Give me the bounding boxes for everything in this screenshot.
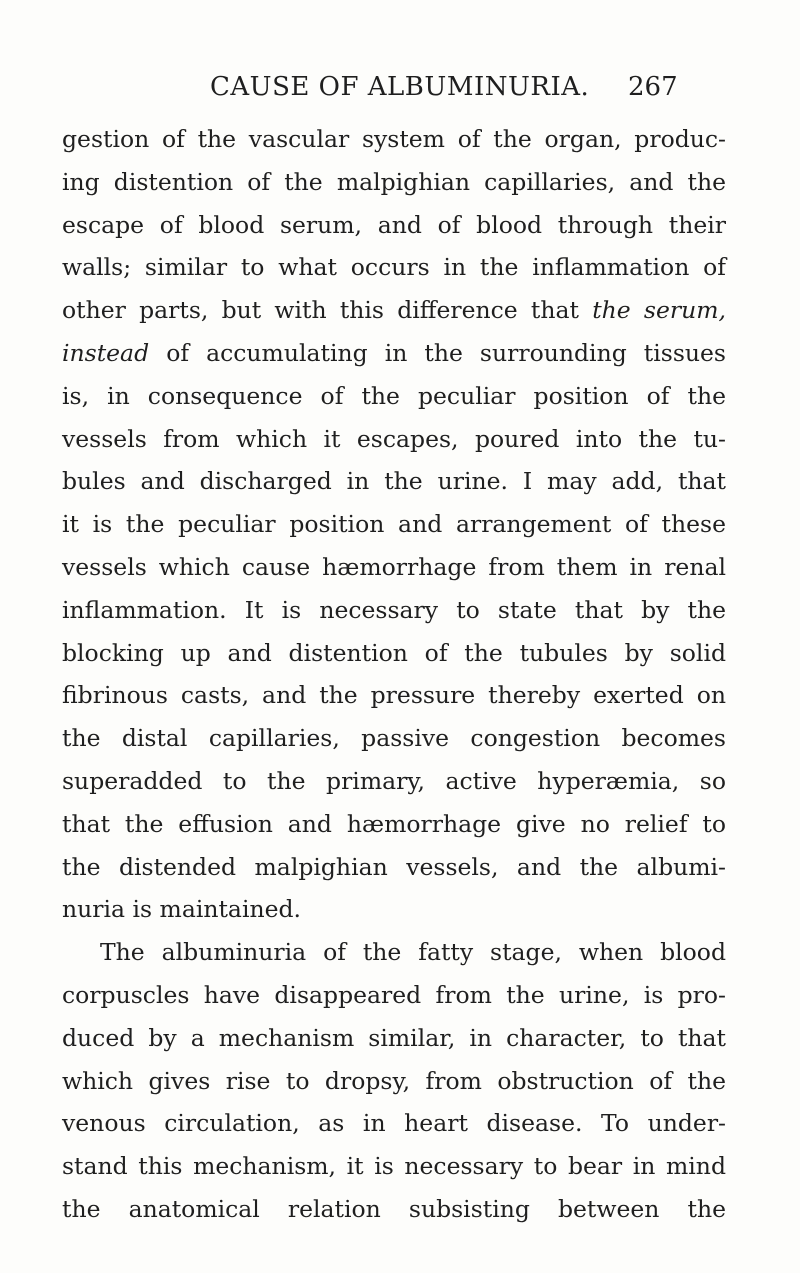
text-line: vessels from which it escapes, poured into the tu-	[62, 424, 726, 453]
text-line: ing distention of the malpighian capillaries, and the	[62, 167, 726, 196]
italic-text: instead	[62, 338, 150, 367]
italic-text: the serum,	[592, 296, 726, 325]
text-line: nuria is maintained.	[62, 895, 302, 924]
running-head	[0, 72, 800, 112]
text-line: gestion of the vascular system of the organ, produc-	[62, 125, 726, 153]
text-line: duced by a mechanism similar, in character, to that	[62, 1023, 726, 1052]
text-line	[62, 289, 726, 332]
text-line: bules and discharged in the urine. I may add, that	[62, 467, 726, 496]
text-line: the distal capillaries, passive congestion becomes	[62, 724, 726, 753]
text-segment: other parts, but with this difference that	[62, 296, 579, 325]
text-line: corpuscles have disappeared from the urine, is pro-	[62, 980, 726, 1009]
text-line	[62, 332, 726, 375]
text-line: vessels which cause hæmorrhage from them in renal	[62, 552, 726, 581]
text-line: walls; similar to what occurs in the inflammation of	[62, 253, 726, 282]
text-line: it is the peculiar position and arrangement of these	[62, 510, 726, 539]
body-text	[62, 118, 726, 1231]
text-line: which gives rise to dropsy, from obstruction of the	[62, 1066, 726, 1095]
text-line: is, in consequence of the peculiar position of the	[62, 381, 726, 410]
text-line: The albuminuria of the fatty stage, when blood	[100, 938, 726, 967]
page-number: 267	[628, 72, 678, 102]
text-line: stand this mechanism, it is necessary to bear in mind	[62, 1152, 726, 1181]
text-line: fibrinous casts, and the pressure thereby exerted on	[62, 681, 726, 710]
text-line: inflammation. It is necessary to state that by the	[62, 595, 726, 624]
text-segment: of accumulating in the surrounding tissues	[166, 338, 726, 367]
text-line: the anatomical relation subsisting between the	[62, 1194, 726, 1223]
text-line: blocking up and distention of the tubules by solid	[62, 638, 726, 667]
text-line: that the effusion and hæmorrhage give no relief to	[62, 809, 726, 838]
text-line: superadded to the primary, active hyperæmia, so	[62, 766, 726, 795]
text-line: the distended malpighian vessels, and the albumi-	[62, 852, 726, 881]
text-line: venous circulation, as in heart disease. To under-	[62, 1109, 726, 1138]
text-line: escape of blood serum, and of blood through their	[62, 210, 726, 239]
running-title: CAUSE OF ALBUMINURIA.	[210, 72, 590, 102]
